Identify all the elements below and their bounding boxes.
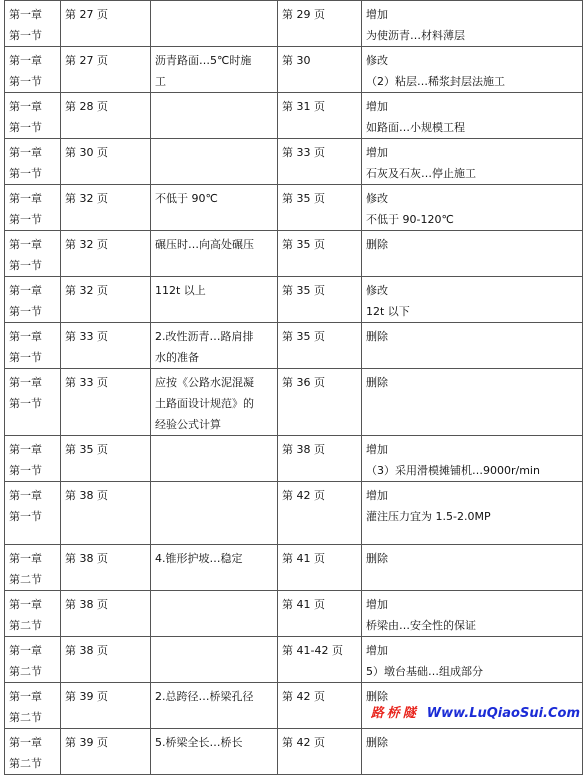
- original-text-cell: [151, 729, 278, 775]
- cell-line: 第一章: [9, 100, 42, 113]
- cell-line: 第二节: [9, 757, 42, 770]
- cell-line: 桥梁由…安全性的保证: [366, 619, 476, 632]
- cell-line: 增加: [366, 146, 388, 159]
- cell-line: 如路面…小规模工程: [366, 121, 465, 134]
- chapter-cell: [5, 93, 61, 139]
- new-page-cell: 第 31 页: [278, 93, 362, 139]
- change-cell: [362, 277, 583, 323]
- original-page-cell: 第 38 页: [61, 545, 151, 591]
- cell-line: 石灰及石灰…停止施工: [366, 167, 476, 180]
- cell-line: 第一章: [9, 376, 42, 389]
- change-cell: [362, 729, 583, 775]
- original-page-cell: 第 32 页: [61, 231, 151, 277]
- original-text-cell: [151, 683, 278, 729]
- cell-line: 第一章: [9, 644, 42, 657]
- cell-line: 12t 以下: [366, 305, 410, 318]
- cell-line: 增加: [366, 598, 388, 611]
- cell-line: 第一章: [9, 330, 42, 343]
- cell-line: 删除: [366, 376, 388, 389]
- table-row: [5, 93, 583, 139]
- cell-line: 112t 以上: [155, 284, 206, 297]
- cell-line: 第二节: [9, 711, 42, 724]
- chapter-cell: [5, 185, 61, 231]
- new-page-cell: 第 35 页: [278, 231, 362, 277]
- cell-line: 第一章: [9, 284, 42, 297]
- change-cell: [362, 323, 583, 369]
- cell-line: 第一节: [9, 213, 42, 226]
- original-text-cell: [151, 277, 278, 323]
- cell-line: （3）采用滑模摊铺机…9000r/min: [366, 464, 540, 477]
- cell-line: 经验公式计算: [155, 418, 221, 431]
- cell-line: 删除: [366, 690, 388, 703]
- chapter-cell: [5, 277, 61, 323]
- table-row: [5, 1, 583, 47]
- site-watermark: [371, 702, 580, 721]
- original-text-cell: [151, 185, 278, 231]
- table-row: [5, 591, 583, 637]
- cell-line: 第一节: [9, 75, 42, 88]
- original-text-cell: [151, 1, 278, 47]
- original-page-cell: 第 39 页: [61, 729, 151, 775]
- cell-line: 2.总跨径…桥梁孔径: [155, 690, 254, 703]
- change-cell: [362, 591, 583, 637]
- cell-line: 2.改性沥青…路肩排: [155, 330, 254, 343]
- change-cell: [362, 47, 583, 93]
- watermark-url: Www.LuQiaoSui.Com: [426, 706, 580, 721]
- chapter-cell: [5, 323, 61, 369]
- cell-line: 水的准备: [155, 351, 199, 364]
- change-cell: [362, 231, 583, 277]
- cell-line: 第一章: [9, 8, 42, 21]
- original-text-cell: [151, 369, 278, 436]
- cell-line: 修改: [366, 284, 388, 297]
- table-row: [5, 637, 583, 683]
- cell-line: 5）墩台基础…组成部分: [366, 665, 483, 678]
- cell-line: 应按《公路水泥混凝: [155, 376, 254, 389]
- original-page-cell: 第 27 页: [61, 47, 151, 93]
- cell-line: 灌注压力宜为 1.5-2.0MP: [366, 510, 491, 523]
- original-text-cell: [151, 323, 278, 369]
- original-page-cell: 第 33 页: [61, 369, 151, 436]
- cell-line: 为使沥青…材料薄层: [366, 29, 465, 42]
- table-row: [5, 482, 583, 545]
- chapter-cell: [5, 231, 61, 277]
- cell-line: 修改: [366, 54, 388, 67]
- cell-line: 第一章: [9, 552, 42, 565]
- cell-line: 第二节: [9, 573, 42, 586]
- cell-line: 增加: [366, 8, 388, 21]
- chapter-cell: [5, 47, 61, 93]
- original-page-cell: 第 33 页: [61, 323, 151, 369]
- original-page-cell: 第 38 页: [61, 637, 151, 683]
- cell-line: 第一章: [9, 54, 42, 67]
- new-page-cell: 第 36 页: [278, 369, 362, 436]
- cell-line: 增加: [366, 644, 388, 657]
- change-cell: [362, 185, 583, 231]
- chapter-cell: [5, 683, 61, 729]
- cell-line: 第一节: [9, 167, 42, 180]
- original-page-cell: 第 38 页: [61, 482, 151, 545]
- cell-line: 不低于 90-120℃: [366, 213, 454, 226]
- table-row: [5, 231, 583, 277]
- original-page-cell: 第 38 页: [61, 591, 151, 637]
- chapter-cell: [5, 637, 61, 683]
- change-cell: [362, 139, 583, 185]
- original-text-cell: [151, 482, 278, 545]
- cell-line: 第二节: [9, 665, 42, 678]
- chapter-cell: [5, 436, 61, 482]
- cell-line: 第一章: [9, 238, 42, 251]
- change-cell: [362, 93, 583, 139]
- cell-line: 第一节: [9, 305, 42, 318]
- cell-line: 删除: [366, 330, 388, 343]
- change-cell: [362, 545, 583, 591]
- cell-line: 第一章: [9, 690, 42, 703]
- cell-line: （2）粘层…稀浆封层法施工: [366, 75, 505, 88]
- original-text-cell: [151, 139, 278, 185]
- original-text-cell: [151, 591, 278, 637]
- change-cell: [362, 1, 583, 47]
- cell-line: 工: [155, 75, 166, 88]
- cell-line: 5.桥梁全长…桥长: [155, 736, 243, 749]
- table-row: [5, 323, 583, 369]
- new-page-cell: 第 41 页: [278, 591, 362, 637]
- cell-line: 第一章: [9, 736, 42, 749]
- cell-line: 碾压时…向高处碾压: [155, 238, 254, 251]
- change-cell: [362, 369, 583, 436]
- new-page-cell: 第 30: [278, 47, 362, 93]
- original-page-cell: 第 28 页: [61, 93, 151, 139]
- change-cell: [362, 637, 583, 683]
- new-page-cell: 第 29 页: [278, 1, 362, 47]
- cell-line: 第一节: [9, 510, 42, 523]
- table-row: [5, 185, 583, 231]
- new-page-cell: 第 41-42 页: [278, 637, 362, 683]
- chapter-cell: [5, 1, 61, 47]
- cell-line: 沥青路面…5℃时施: [155, 54, 252, 67]
- cell-line: 4.锥形护坡…稳定: [155, 552, 243, 565]
- cell-line: 删除: [366, 552, 388, 565]
- original-page-cell: 第 32 页: [61, 277, 151, 323]
- chapter-cell: [5, 729, 61, 775]
- cell-line: 修改: [366, 192, 388, 205]
- original-text-cell: [151, 231, 278, 277]
- cell-line: 第一章: [9, 146, 42, 159]
- new-page-cell: 第 35 页: [278, 185, 362, 231]
- watermark-chinese: 路桥隧: [370, 706, 419, 721]
- original-text-cell: [151, 93, 278, 139]
- revision-table-body: [5, 1, 583, 775]
- original-page-cell: 第 35 页: [61, 436, 151, 482]
- cell-line: 第一节: [9, 259, 42, 272]
- original-page-cell: 第 30 页: [61, 139, 151, 185]
- original-text-cell: [151, 545, 278, 591]
- new-page-cell: 第 42 页: [278, 729, 362, 775]
- cell-line: 第一章: [9, 443, 42, 456]
- cell-line: 第二节: [9, 619, 42, 632]
- cell-line: 第一节: [9, 397, 42, 410]
- table-row: [5, 436, 583, 482]
- cell-line: 第一节: [9, 351, 42, 364]
- cell-line: 第一章: [9, 598, 42, 611]
- chapter-cell: [5, 545, 61, 591]
- cell-line: 第一节: [9, 121, 42, 134]
- chapter-cell: [5, 369, 61, 436]
- original-text-cell: [151, 637, 278, 683]
- table-row: [5, 545, 583, 591]
- cell-line: 第一节: [9, 29, 42, 42]
- cell-line: 不低于 90℃: [155, 192, 218, 205]
- table-row: [5, 47, 583, 93]
- cell-line: 第一章: [9, 192, 42, 205]
- change-cell: [362, 436, 583, 482]
- original-page-cell: 第 27 页: [61, 1, 151, 47]
- cell-line: 增加: [366, 100, 388, 113]
- chapter-cell: [5, 139, 61, 185]
- original-page-cell: 第 39 页: [61, 683, 151, 729]
- chapter-cell: [5, 591, 61, 637]
- new-page-cell: 第 41 页: [278, 545, 362, 591]
- cell-line: 删除: [366, 238, 388, 251]
- new-page-cell: 第 42 页: [278, 482, 362, 545]
- new-page-cell: 第 33 页: [278, 139, 362, 185]
- new-page-cell: 第 35 页: [278, 323, 362, 369]
- cell-line: 增加: [366, 489, 388, 502]
- table-row: [5, 369, 583, 436]
- table-row: [5, 277, 583, 323]
- cell-line: 第一节: [9, 464, 42, 477]
- new-page-cell: 第 42 页: [278, 683, 362, 729]
- table-row: [5, 729, 583, 775]
- cell-line: 第一章: [9, 489, 42, 502]
- new-page-cell: 第 35 页: [278, 277, 362, 323]
- chapter-cell: [5, 482, 61, 545]
- original-page-cell: 第 32 页: [61, 185, 151, 231]
- new-page-cell: 第 38 页: [278, 436, 362, 482]
- revision-table: [4, 0, 583, 775]
- cell-line: 删除: [366, 736, 388, 749]
- cell-line: 土路面设计规范》的: [155, 397, 254, 410]
- original-text-cell: [151, 436, 278, 482]
- change-cell: [362, 482, 583, 545]
- cell-line: 增加: [366, 443, 388, 456]
- original-text-cell: [151, 47, 278, 93]
- table-row: [5, 139, 583, 185]
